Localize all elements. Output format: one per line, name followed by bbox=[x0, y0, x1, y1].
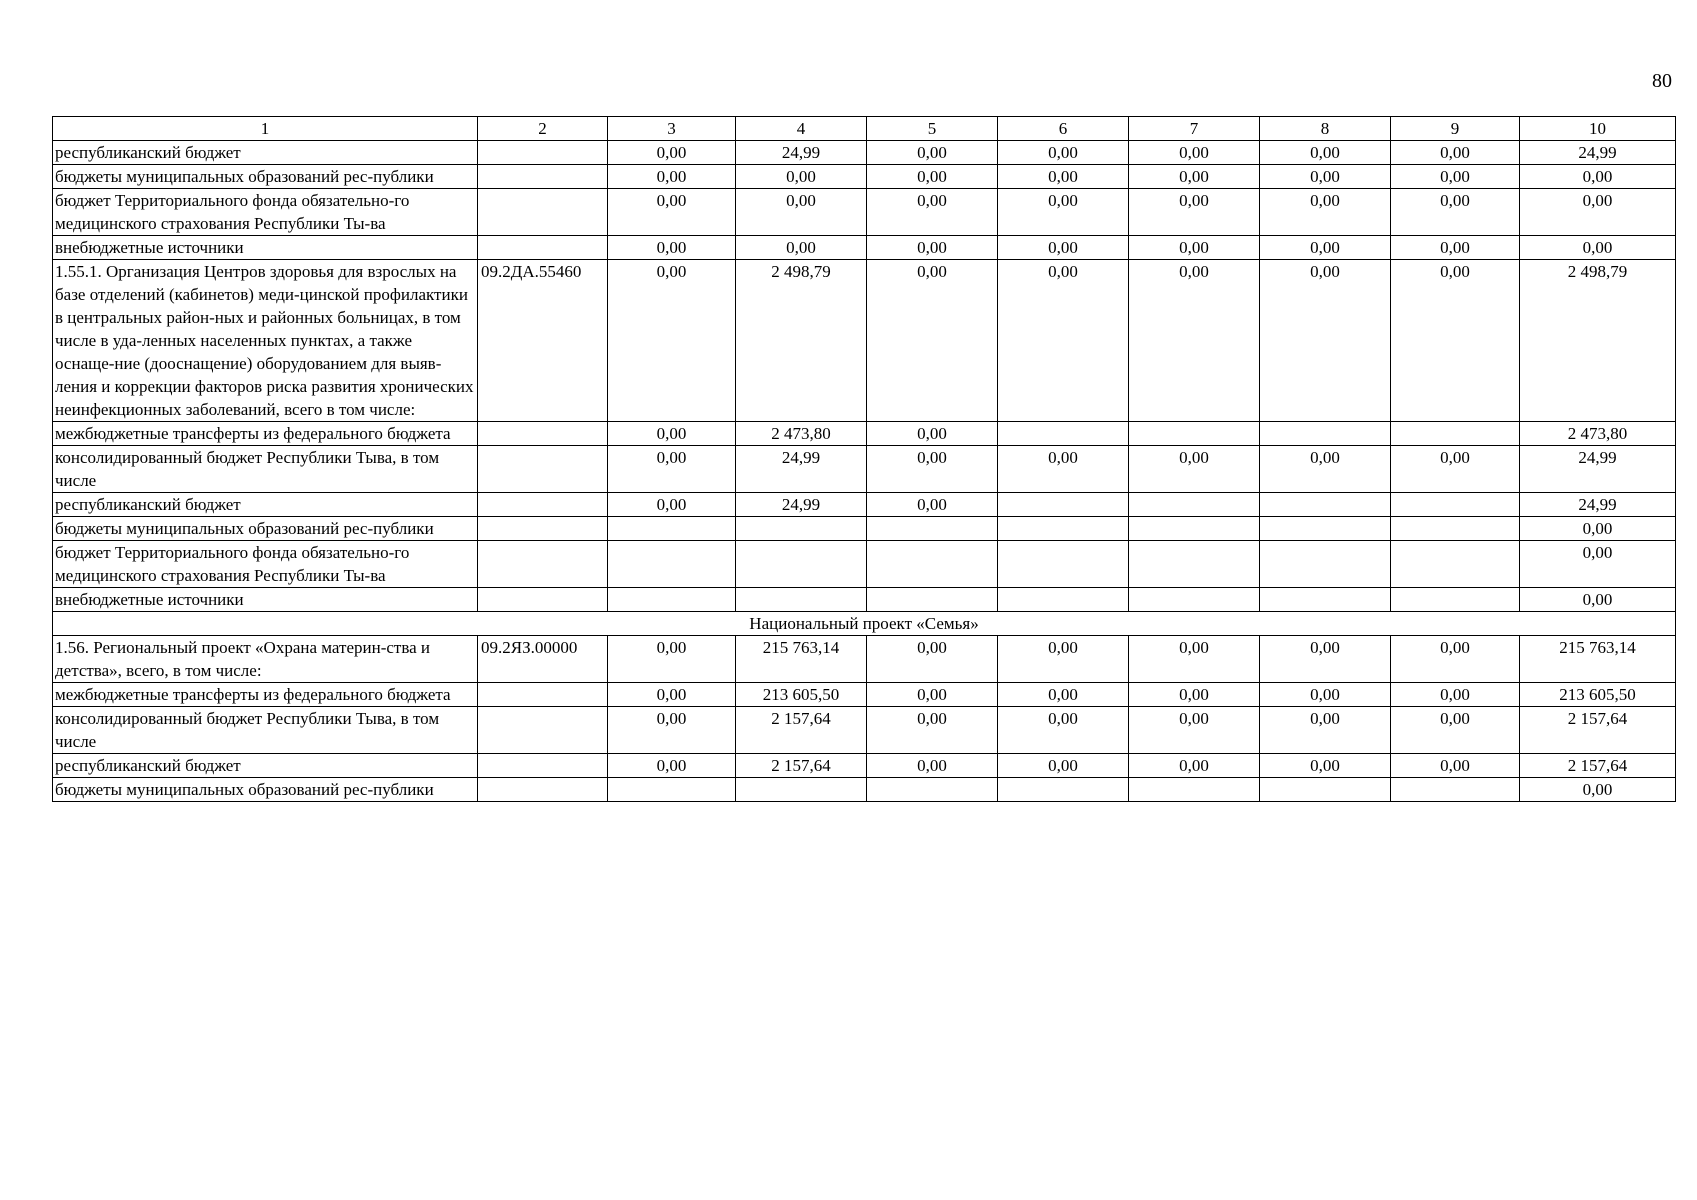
value-cell: 0,00 bbox=[608, 165, 736, 189]
value-cell: 0,00 bbox=[1520, 236, 1676, 260]
value-cell: 0,00 bbox=[1129, 236, 1260, 260]
value-cell: 0,00 bbox=[867, 683, 998, 707]
value-cell bbox=[1391, 422, 1520, 446]
value-cell: 24,99 bbox=[1520, 446, 1676, 493]
value-cell: 213 605,50 bbox=[1520, 683, 1676, 707]
table-row bbox=[53, 778, 1676, 802]
value-cell bbox=[1391, 778, 1520, 802]
value-cell: 0,00 bbox=[867, 189, 998, 236]
value-cell bbox=[867, 541, 998, 588]
value-cell: 0,00 bbox=[998, 141, 1129, 165]
value-cell: 0,00 bbox=[608, 636, 736, 683]
value-cell: 0,00 bbox=[998, 446, 1129, 493]
value-cell: 0,00 bbox=[1129, 446, 1260, 493]
table-row bbox=[53, 446, 1676, 493]
row-code bbox=[478, 541, 608, 588]
value-cell: 24,99 bbox=[1520, 141, 1676, 165]
column-header: 10 bbox=[1520, 117, 1676, 141]
value-cell: 0,00 bbox=[1391, 446, 1520, 493]
value-cell: 2 157,64 bbox=[1520, 707, 1676, 754]
value-cell bbox=[1129, 493, 1260, 517]
row-code bbox=[478, 493, 608, 517]
row-label: межбюджетные трансферты из федерального бюджета bbox=[53, 422, 478, 446]
row-code bbox=[478, 236, 608, 260]
row-code bbox=[478, 754, 608, 778]
value-cell: 0,00 bbox=[867, 446, 998, 493]
value-cell: 0,00 bbox=[1129, 189, 1260, 236]
value-cell bbox=[998, 541, 1129, 588]
row-label: республиканский бюджет bbox=[53, 754, 478, 778]
value-cell: 0,00 bbox=[867, 754, 998, 778]
value-cell: 0,00 bbox=[1391, 636, 1520, 683]
value-cell bbox=[1260, 541, 1391, 588]
table-row bbox=[53, 189, 1676, 236]
column-header: 6 bbox=[998, 117, 1129, 141]
value-cell: 0,00 bbox=[1260, 754, 1391, 778]
value-cell: 0,00 bbox=[867, 165, 998, 189]
value-cell: 2 157,64 bbox=[736, 754, 867, 778]
value-cell bbox=[1129, 588, 1260, 612]
value-cell bbox=[608, 517, 736, 541]
value-cell: 0,00 bbox=[1391, 683, 1520, 707]
value-cell: 0,00 bbox=[867, 141, 998, 165]
value-cell bbox=[998, 493, 1129, 517]
column-header: 3 bbox=[608, 117, 736, 141]
value-cell: 24,99 bbox=[736, 141, 867, 165]
value-cell: 0,00 bbox=[608, 260, 736, 422]
column-header: 2 bbox=[478, 117, 608, 141]
value-cell: 24,99 bbox=[736, 446, 867, 493]
row-label: бюджеты муниципальных образований рес-публики bbox=[53, 165, 478, 189]
value-cell: 0,00 bbox=[1129, 141, 1260, 165]
value-cell: 0,00 bbox=[1129, 683, 1260, 707]
value-cell: 0,00 bbox=[1520, 588, 1676, 612]
value-cell bbox=[608, 588, 736, 612]
value-cell bbox=[998, 422, 1129, 446]
value-cell: 0,00 bbox=[1260, 236, 1391, 260]
value-cell: 0,00 bbox=[998, 754, 1129, 778]
row-code: 09.2ДА.55460 bbox=[478, 260, 608, 422]
value-cell: 0,00 bbox=[1260, 683, 1391, 707]
row-label: бюджеты муниципальных образований рес-публики bbox=[53, 517, 478, 541]
value-cell: 0,00 bbox=[1260, 141, 1391, 165]
value-cell: 0,00 bbox=[998, 165, 1129, 189]
column-header: 1 bbox=[53, 117, 478, 141]
column-header: 9 bbox=[1391, 117, 1520, 141]
value-cell: 0,00 bbox=[608, 707, 736, 754]
table-row bbox=[53, 422, 1676, 446]
column-header-row bbox=[53, 117, 1676, 141]
value-cell: 213 605,50 bbox=[736, 683, 867, 707]
row-code bbox=[478, 778, 608, 802]
value-cell: 0,00 bbox=[1391, 236, 1520, 260]
table-body bbox=[53, 117, 1676, 802]
table-row bbox=[53, 683, 1676, 707]
value-cell: 0,00 bbox=[867, 636, 998, 683]
column-header: 8 bbox=[1260, 117, 1391, 141]
value-cell: 0,00 bbox=[867, 707, 998, 754]
table-row bbox=[53, 754, 1676, 778]
value-cell: 0,00 bbox=[1260, 446, 1391, 493]
value-cell: 215 763,14 bbox=[1520, 636, 1676, 683]
value-cell: 0,00 bbox=[1391, 260, 1520, 422]
value-cell bbox=[608, 541, 736, 588]
row-label: внебюджетные источники bbox=[53, 236, 478, 260]
value-cell bbox=[867, 517, 998, 541]
row-code bbox=[478, 446, 608, 493]
value-cell: 0,00 bbox=[736, 189, 867, 236]
value-cell bbox=[608, 778, 736, 802]
table-row bbox=[53, 707, 1676, 754]
row-label: республиканский бюджет bbox=[53, 493, 478, 517]
value-cell: 0,00 bbox=[998, 236, 1129, 260]
value-cell: 0,00 bbox=[608, 754, 736, 778]
value-cell: 0,00 bbox=[608, 493, 736, 517]
value-cell bbox=[1260, 493, 1391, 517]
value-cell: 2 498,79 bbox=[736, 260, 867, 422]
value-cell: 0,00 bbox=[867, 422, 998, 446]
value-cell: 0,00 bbox=[1391, 141, 1520, 165]
section-title: Национальный проект «Семья» bbox=[53, 612, 1676, 636]
row-label: консолидированный бюджет Республики Тыва, в том числе bbox=[53, 446, 478, 493]
value-cell: 0,00 bbox=[608, 683, 736, 707]
value-cell: 0,00 bbox=[1129, 636, 1260, 683]
section-header-row bbox=[53, 612, 1676, 636]
value-cell: 0,00 bbox=[1129, 754, 1260, 778]
table-row bbox=[53, 493, 1676, 517]
value-cell: 0,00 bbox=[736, 165, 867, 189]
value-cell bbox=[1391, 517, 1520, 541]
row-label: 1.55.1. Организация Центров здоровья для взрослых на базе отделений (кабинетов) меди-цинской профилактики в центральных район-ных и районных больницах, в том числе в уда-ленных населенных пунктах, а также оснаще-ние (дооснащение) оборудованием для выяв-ления и коррекции факторов риска развития хронических неинфекционных заболеваний, всего в том числе: bbox=[53, 260, 478, 422]
table-row bbox=[53, 588, 1676, 612]
value-cell: 0,00 bbox=[1520, 165, 1676, 189]
row-code bbox=[478, 707, 608, 754]
value-cell bbox=[736, 588, 867, 612]
table-row bbox=[53, 260, 1676, 422]
value-cell bbox=[867, 778, 998, 802]
value-cell: 0,00 bbox=[608, 189, 736, 236]
row-label: внебюджетные источники bbox=[53, 588, 478, 612]
value-cell bbox=[998, 778, 1129, 802]
value-cell: 0,00 bbox=[1129, 260, 1260, 422]
value-cell: 0,00 bbox=[608, 236, 736, 260]
value-cell: 0,00 bbox=[1129, 165, 1260, 189]
row-code bbox=[478, 683, 608, 707]
value-cell: 0,00 bbox=[1260, 165, 1391, 189]
budget-table bbox=[52, 116, 1676, 802]
row-label: бюджет Территориального фонда обязательно-го медицинского страхования Республики Ты-ва bbox=[53, 541, 478, 588]
value-cell bbox=[1391, 493, 1520, 517]
value-cell bbox=[1260, 588, 1391, 612]
value-cell: 0,00 bbox=[1391, 189, 1520, 236]
value-cell: 0,00 bbox=[1520, 541, 1676, 588]
table-row bbox=[53, 165, 1676, 189]
row-code bbox=[478, 165, 608, 189]
value-cell: 0,00 bbox=[1391, 754, 1520, 778]
row-label: межбюджетные трансферты из федерального бюджета bbox=[53, 683, 478, 707]
value-cell bbox=[1260, 517, 1391, 541]
row-code bbox=[478, 422, 608, 446]
row-label: консолидированный бюджет Республики Тыва, в том числе bbox=[53, 707, 478, 754]
value-cell: 0,00 bbox=[1260, 636, 1391, 683]
value-cell: 0,00 bbox=[1129, 707, 1260, 754]
row-label: республиканский бюджет bbox=[53, 141, 478, 165]
value-cell: 0,00 bbox=[1520, 189, 1676, 236]
value-cell bbox=[1391, 541, 1520, 588]
value-cell: 0,00 bbox=[1260, 189, 1391, 236]
value-cell: 0,00 bbox=[608, 422, 736, 446]
value-cell: 0,00 bbox=[998, 636, 1129, 683]
value-cell: 0,00 bbox=[1391, 165, 1520, 189]
row-code bbox=[478, 141, 608, 165]
value-cell: 0,00 bbox=[608, 141, 736, 165]
value-cell: 2 473,80 bbox=[1520, 422, 1676, 446]
row-code bbox=[478, 517, 608, 541]
column-header: 7 bbox=[1129, 117, 1260, 141]
value-cell bbox=[1260, 422, 1391, 446]
value-cell: 0,00 bbox=[736, 236, 867, 260]
value-cell: 0,00 bbox=[1520, 778, 1676, 802]
value-cell: 0,00 bbox=[867, 236, 998, 260]
value-cell bbox=[1129, 778, 1260, 802]
table-row bbox=[53, 517, 1676, 541]
value-cell bbox=[736, 778, 867, 802]
table-row bbox=[53, 636, 1676, 683]
value-cell: 0,00 bbox=[867, 493, 998, 517]
column-header: 5 bbox=[867, 117, 998, 141]
value-cell: 0,00 bbox=[998, 260, 1129, 422]
value-cell bbox=[867, 588, 998, 612]
value-cell: 0,00 bbox=[998, 683, 1129, 707]
row-label: 1.56. Региональный проект «Охрана материн-ства и детства», всего, в том числе: bbox=[53, 636, 478, 683]
value-cell: 0,00 bbox=[867, 260, 998, 422]
value-cell: 24,99 bbox=[1520, 493, 1676, 517]
table-row bbox=[53, 236, 1676, 260]
value-cell bbox=[1129, 422, 1260, 446]
column-header: 4 bbox=[736, 117, 867, 141]
row-code bbox=[478, 588, 608, 612]
value-cell: 0,00 bbox=[1520, 517, 1676, 541]
value-cell: 2 473,80 bbox=[736, 422, 867, 446]
value-cell bbox=[998, 588, 1129, 612]
value-cell: 0,00 bbox=[1260, 260, 1391, 422]
value-cell: 2 157,64 bbox=[736, 707, 867, 754]
value-cell bbox=[998, 517, 1129, 541]
row-code: 09.2ЯЗ.00000 bbox=[478, 636, 608, 683]
value-cell bbox=[736, 541, 867, 588]
value-cell: 0,00 bbox=[998, 189, 1129, 236]
value-cell bbox=[1260, 778, 1391, 802]
page-number: 80 bbox=[1652, 70, 1672, 92]
value-cell: 0,00 bbox=[1391, 707, 1520, 754]
value-cell: 24,99 bbox=[736, 493, 867, 517]
row-code bbox=[478, 189, 608, 236]
table-row bbox=[53, 541, 1676, 588]
value-cell: 0,00 bbox=[1260, 707, 1391, 754]
value-cell: 2 498,79 bbox=[1520, 260, 1676, 422]
value-cell: 2 157,64 bbox=[1520, 754, 1676, 778]
row-label: бюджеты муниципальных образований рес-публики bbox=[53, 778, 478, 802]
row-label: бюджет Территориального фонда обязательно-го медицинского страхования Республики Ты-ва bbox=[53, 189, 478, 236]
value-cell: 0,00 bbox=[998, 707, 1129, 754]
value-cell: 0,00 bbox=[608, 446, 736, 493]
value-cell bbox=[1129, 541, 1260, 588]
table-row bbox=[53, 141, 1676, 165]
value-cell bbox=[736, 517, 867, 541]
value-cell: 215 763,14 bbox=[736, 636, 867, 683]
value-cell bbox=[1129, 517, 1260, 541]
value-cell bbox=[1391, 588, 1520, 612]
